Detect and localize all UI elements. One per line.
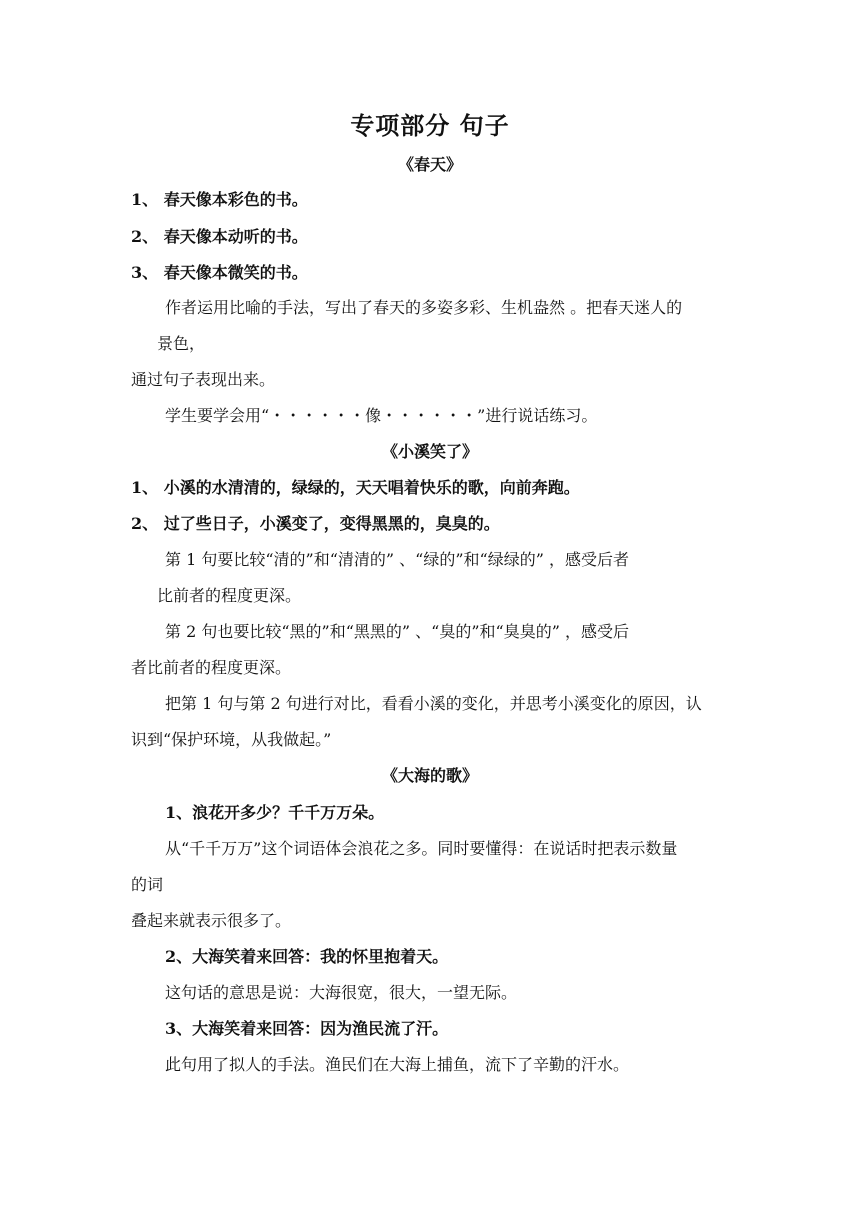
list-item: 3、 春天像本微笑的书。 [131, 263, 308, 282]
list-item: 1、 小溪的水清清的，绿绿的，天天唱着快乐的歌，向前奔跑。 [131, 478, 580, 497]
paragraph-line: 学生要学会用“・・・・・・像・・・・・・”进行说话练习。 [165, 406, 598, 425]
paragraph-line: 把第 1 句与第 2 句进行对比，看看小溪的变化，并思考小溪变化的原因，认 [165, 694, 702, 713]
paragraph-line: 第 2 句也要比较“黑的”和“黑黑的” 、“臭的”和“臭臭的” ，感受后 [165, 622, 629, 641]
paragraph-line: 通过句子表现出来。 [131, 370, 276, 389]
paragraph-line: 从“千千万万”这个词语体会浪花之多。同时要懂得：在说话时把表示数量 [165, 839, 678, 858]
list-item: 2、 春天像本动听的书。 [131, 227, 308, 246]
paragraph-line: 作者运用比喻的手法，写出了春天的多姿多彩、生机盎然 。把春天迷人的 [165, 298, 683, 317]
section-heading-stream: 《小溪笑了》 [381, 442, 478, 461]
section-heading-spring: 《春天》 [397, 155, 462, 174]
paragraph-line: 比前者的程度更深。 [157, 586, 302, 605]
paragraph-line: 景色， [157, 334, 206, 353]
paragraph-line: 叠起来就表示很多了。 [131, 911, 292, 930]
question-line: 2、大海笑着来回答：我的怀里抱着天。 [165, 947, 449, 966]
paragraph-line: 此句用了拟人的手法。渔民们在大海上捕鱼，流下了辛勤的汗水。 [165, 1055, 630, 1074]
question-line: 3、大海笑着来回答：因为渔民流了汗。 [165, 1019, 449, 1038]
question-line: 1、浪花开多少？千千万万朵。 [165, 803, 385, 822]
paragraph-line: 者比前者的程度更深。 [131, 658, 292, 677]
page-title: 专项部分 句子 [350, 111, 510, 140]
paragraph-line: 的词 [131, 875, 164, 894]
section-heading-sea: 《大海的歌》 [381, 766, 478, 785]
paragraph-line: 这句话的意思是说：大海很宽，很大，一望无际。 [165, 983, 518, 1002]
paragraph-line: 识到“保护环境，从我做起。” [131, 730, 332, 749]
list-item: 1、 春天像本彩色的书。 [131, 190, 308, 209]
list-item: 2、 过了些日子，小溪变了，变得黑黑的，臭臭的。 [131, 514, 500, 533]
paragraph-line: 第 1 句要比较“清的”和“清清的” 、“绿的”和“绿绿的” ，感受后者 [165, 550, 629, 569]
